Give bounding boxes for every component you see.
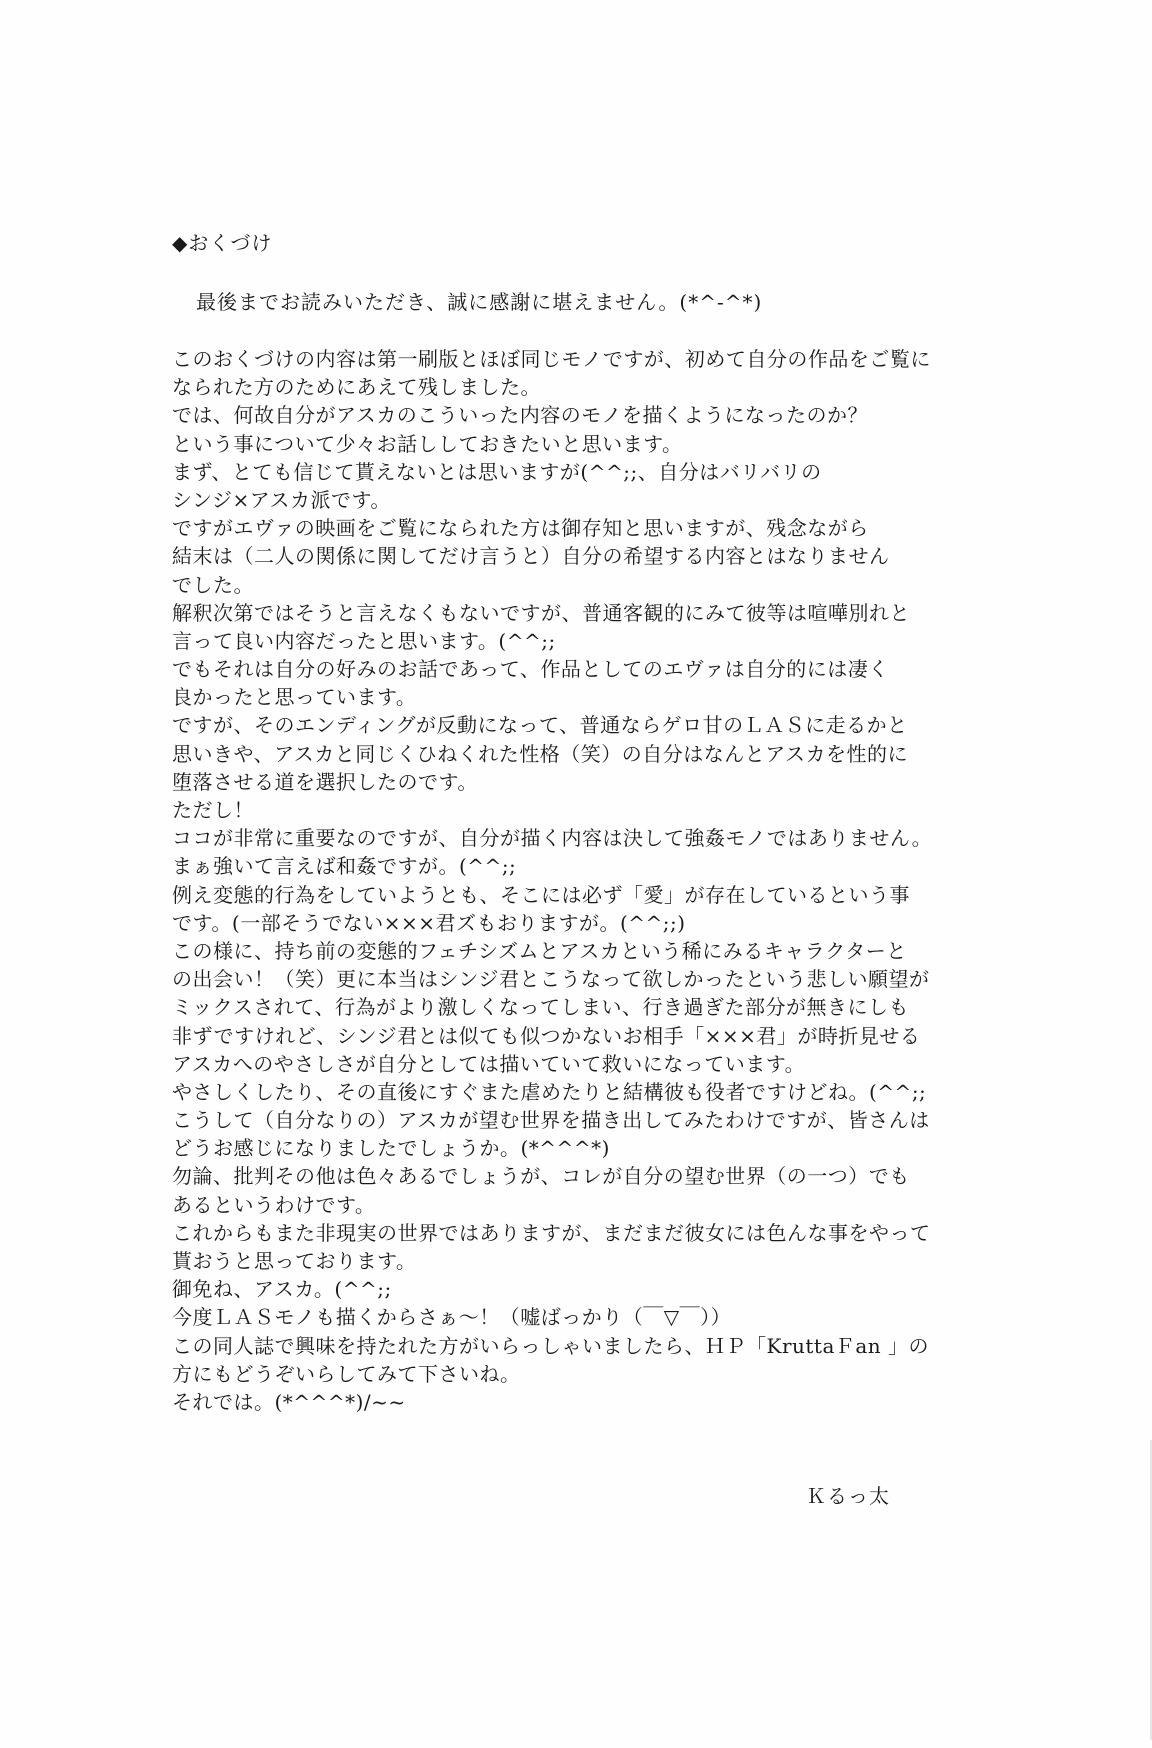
page-heading: ◆おくづけ xyxy=(172,231,273,255)
body-line: どうお感じになりましたでしょうか。(*^^^*) xyxy=(172,1136,610,1161)
body-line: 堕落させる道を選択したのです。 xyxy=(172,769,478,794)
body-line: です。(一部そうでない×××君ズもおりますが。(^^;;) xyxy=(172,910,686,935)
body-line: 結末は（二人の関係に関してだけ言うと）自分の希望する内容とはなりません xyxy=(172,544,890,569)
body-line: 言って良い内容だったと思います。(^^;; xyxy=(172,628,556,653)
body-line: まず、とても信じて貰えないとは思いますが(^^;;、自分はバリバリの xyxy=(172,459,822,484)
body-line: やさしくしたり、その直後にすぐまた虐めたりと結構彼も役者ですけどね。(^^;; xyxy=(172,1079,927,1104)
afterword-body xyxy=(172,345,972,1416)
body-line: なられた方のためにあえて残しました。 xyxy=(172,375,541,400)
body-line: では、何故自分がアスカのこういった内容のモノを描くようになったのか？ xyxy=(172,403,868,428)
body-line: あるというわけです。 xyxy=(172,1192,376,1217)
body-line: 良かったと思っています。 xyxy=(172,685,417,710)
body-line: アスカへのやさしさが自分としては描いていて救いになっています。 xyxy=(172,1051,806,1076)
body-line: という事について少々お話ししておきたいと思います。 xyxy=(172,431,683,456)
body-line: 思いきや、アスカと同じくひねくれた性格（笑）の自分はなんとアスカを性的に xyxy=(172,741,908,766)
body-line: 御免ね、アスカ。(^^;; xyxy=(172,1277,392,1302)
body-line: これからもまた非現実の世界ではありますが、まだまだ彼女には色んな事をやって xyxy=(172,1220,931,1245)
body-line: ですが、そのエンディングが反動になって、普通ならゲロ甘のＬＡＳに走るかと xyxy=(172,713,908,738)
body-line: 例え変態的行為をしていようとも、そこには必ず「愛」が存在しているという事 xyxy=(172,882,910,907)
body-line: ミックスされて、行為がより激しくなってしまい、行き過ぎた部分が無きにしも xyxy=(172,995,909,1020)
body-line: この同人誌で興味を持たれた方がいらっしゃいましたら、ＨＰ「KruttaＦan 」の xyxy=(172,1333,930,1358)
body-line: 勿論、批判その他は色々あるでしょうが、コレが自分の望む世界（の一つ）でも xyxy=(172,1164,910,1189)
body-line: 方にもどうぞいらしてみて下さいね。 xyxy=(172,1361,521,1386)
body-line: 貰おうと思っております。 xyxy=(172,1249,417,1273)
intro-paragraph: 最後までお読みいただき、誠に感謝に堪えません。(*^-^*) xyxy=(196,290,763,314)
body-line: このおくづけの内容は第一刷版とほぼ同じモノですが、初めて自分の作品をご覧に xyxy=(172,347,931,371)
body-line: それでは。(*^^^*)/~~ xyxy=(172,1389,406,1414)
body-line: の出会い！（笑）更に本当はシンジ君とこうなって欲しかったという悲しい願望が xyxy=(172,967,930,992)
body-line: 非ずですけれど、シンジ君とは似ても似つかないお相手「×××君」が時折見せる xyxy=(172,1023,921,1048)
body-line: でした。 xyxy=(172,572,254,597)
body-line: 解釈次第ではそうと言えなくもないですが、普通客観的にみて彼等は喧嘩別れと xyxy=(172,600,910,625)
body-line: でもそれは自分の好みのお話であって、作品としてのエヴァは自分的には凄く xyxy=(172,657,889,682)
author-signature: Ｋるっ太 xyxy=(806,1484,890,1508)
body-line: まぁ強いて言えば和姦ですが。(^^;; xyxy=(172,854,517,879)
body-line: 今度ＬＡＳモノも描くからさぁ～！（嘘ばっかり（￣▽￣）） xyxy=(172,1305,732,1330)
body-line: ただし！ xyxy=(172,798,254,822)
body-line: こうして（自分なりの）アスカが望む世界を描き出してみたわけですが、皆さんは xyxy=(172,1108,930,1133)
body-line: ですがエヴァの映画をご覧になられた方は御存知と思いますが、残念ながら xyxy=(172,516,869,541)
body-line: この様に、持ち前の変態的フェチシズムとアスカという稀にみるキャラクターと xyxy=(172,938,907,963)
body-line: シンジ×アスカ派です。 xyxy=(172,487,391,512)
body-line: ココが非常に重要なのですが、自分が描く内容は決して強姦モノではありません。 xyxy=(172,826,933,851)
